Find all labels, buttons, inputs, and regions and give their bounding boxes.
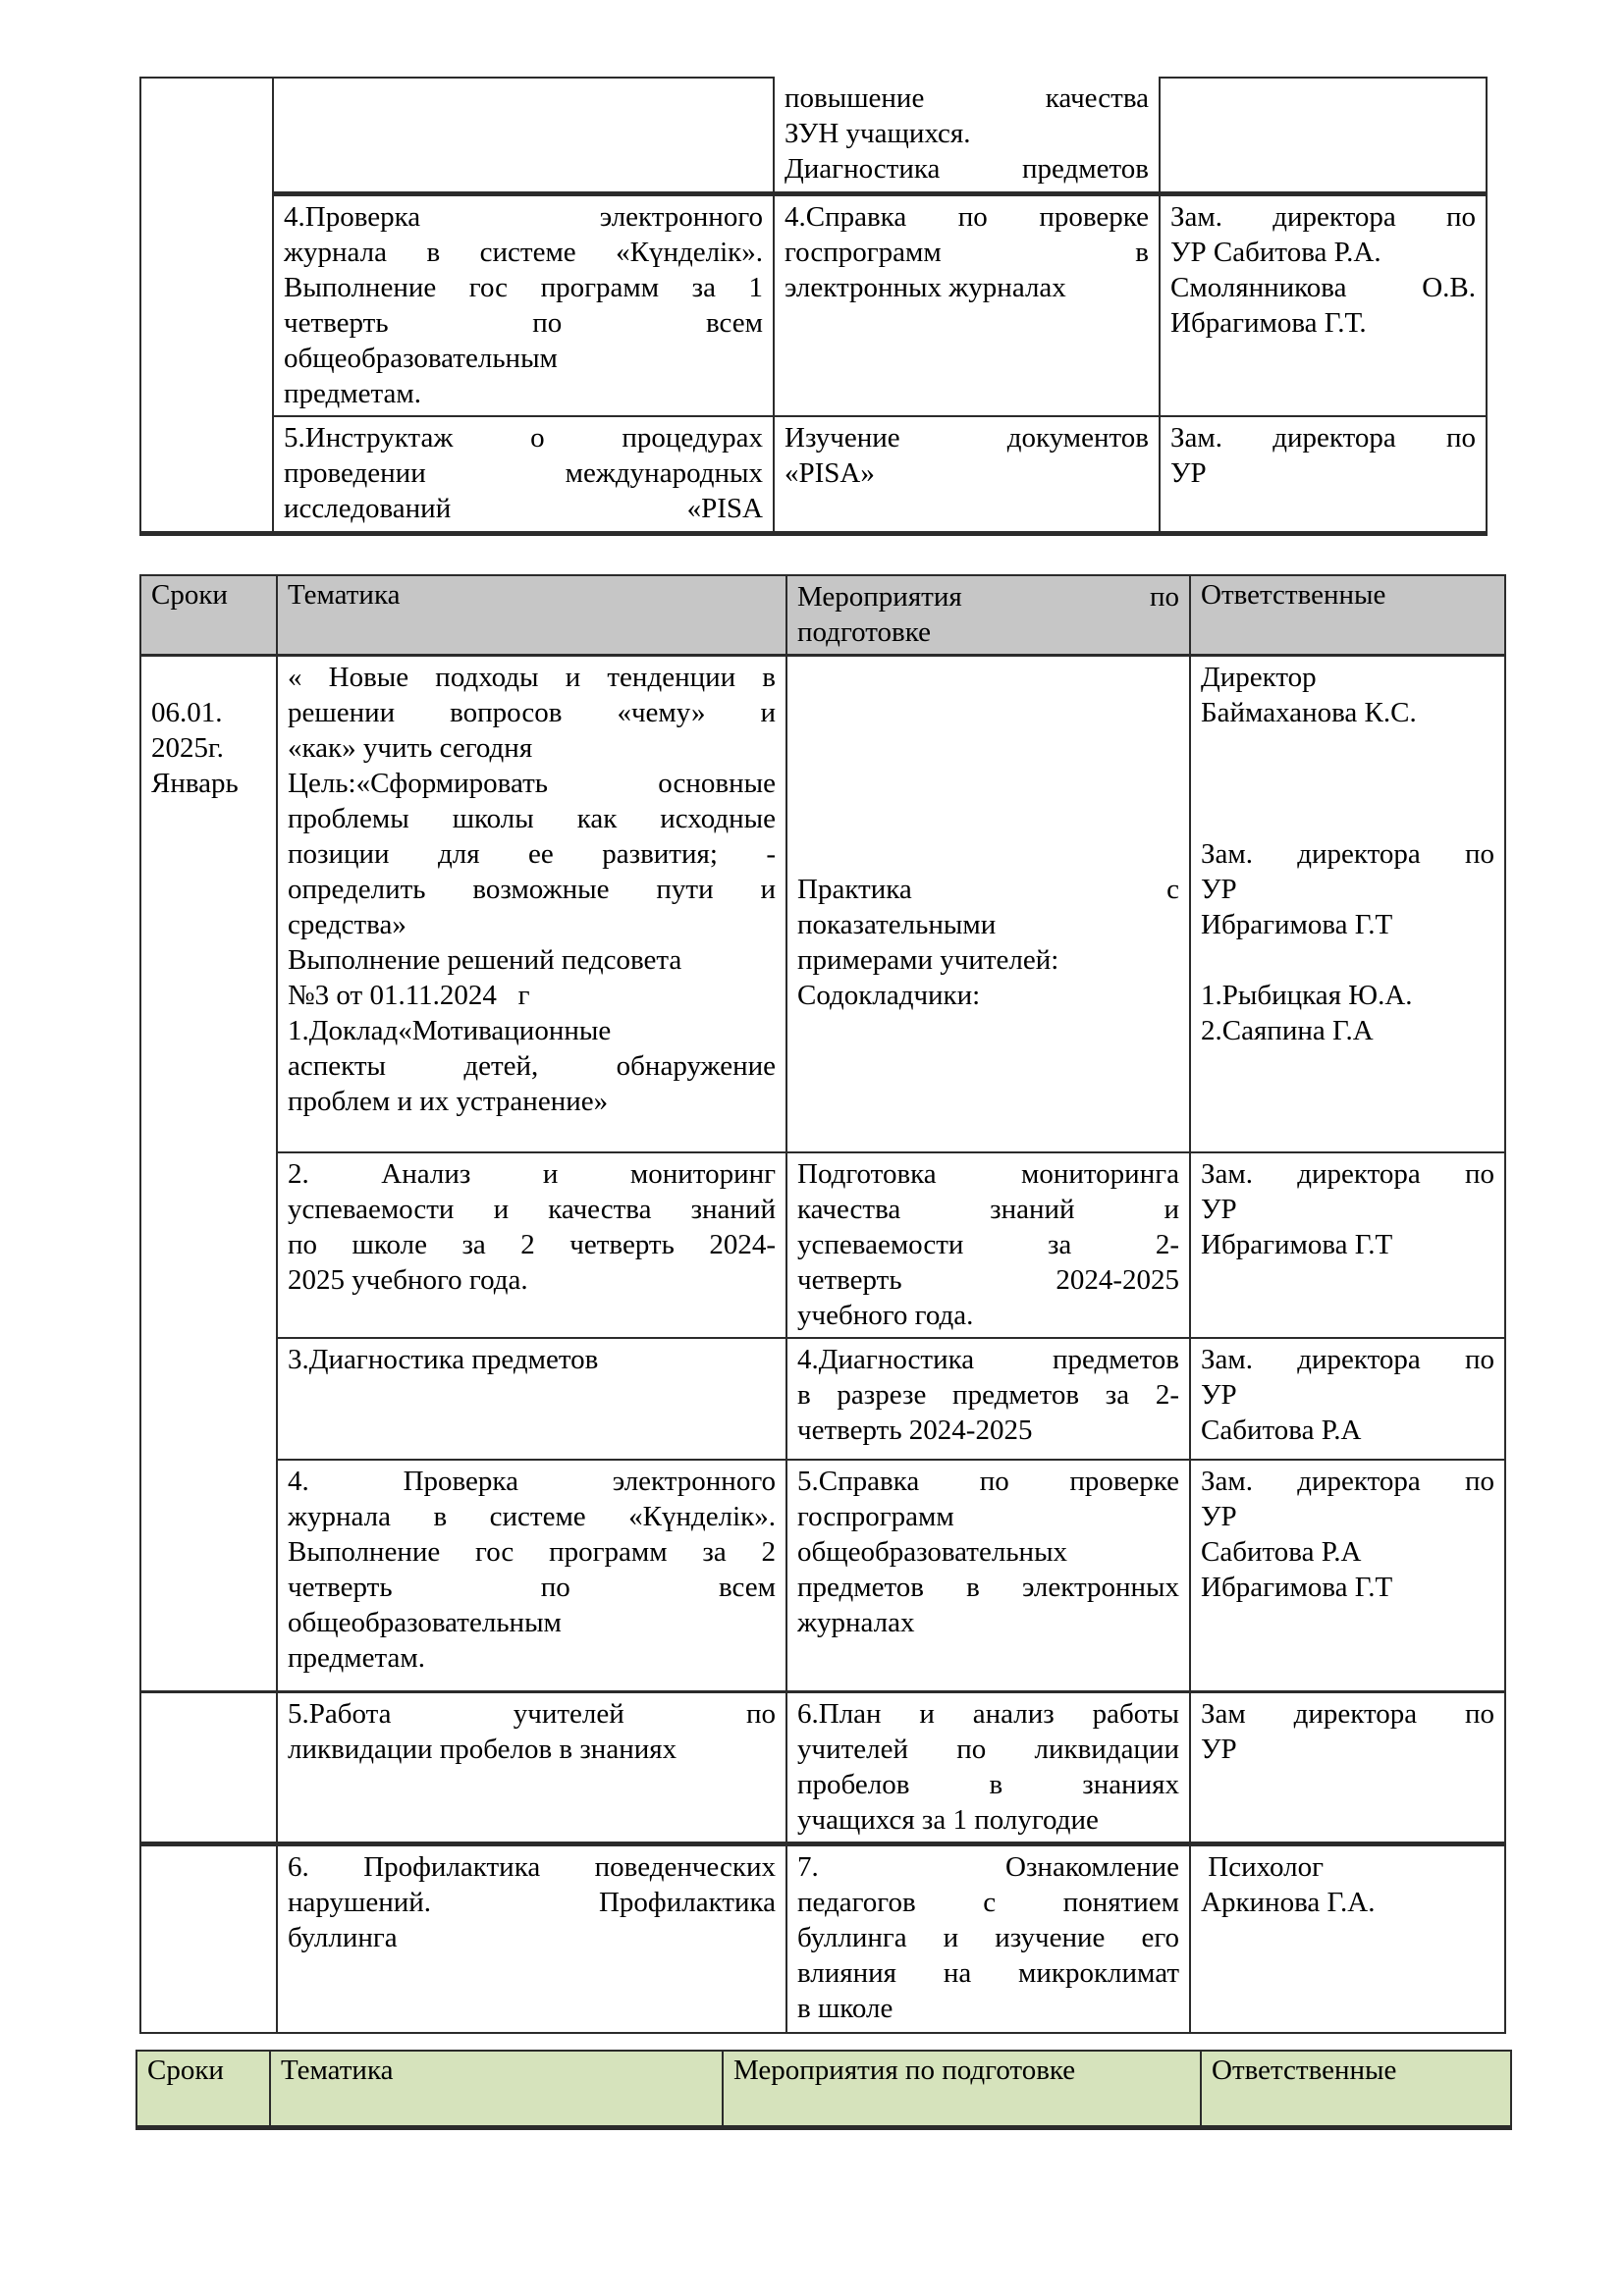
table-next-month [135,2050,1512,2130]
cell-activities: Практика с показательными примерами учителей: Содокладчики: [786,656,1190,1152]
cell-activities: 4.Справка по проверке госпрограмм в электронных журналах [774,193,1160,416]
header-responsible: Ответственные [1190,575,1505,656]
header-dates: Сроки [140,575,277,656]
cell-responsible: Зам директора по УР [1190,1692,1505,1844]
header-dates: Сроки [136,2051,270,2127]
cell-dates [140,1692,277,1844]
cell-topic: 6. Профилактика поведенческих нарушений. Профилактика буллинга [277,1844,786,2033]
header-responsible: Ответственные [1201,2051,1511,2127]
cell-topic: 2. Анализ и мониторинг успеваемости и качества знаний по школе за 2 четверть 2024- 2025 учебного года. [277,1152,786,1338]
header-activities: Мероприятия по подготовке [723,2051,1201,2127]
cell-dates: 06.01. 2025г. Январь [140,656,277,1692]
cell-topic: 5.Инструктаж о процедурах проведении международных исследований «PISA [273,416,774,534]
cell-responsible [1160,78,1487,193]
cell-responsible: Зам. директора по УР Сабитова Р.А. Смолянникова О.В. Ибрагимова Г.Т. [1160,193,1487,416]
cell-topic [273,78,774,193]
cell-responsible: Зам. директора по УР Сабитова Р.А [1190,1338,1505,1460]
cell-topic: 4. Проверка электронного журнала в системе «Күнделік». Выполнение гос программ за 2 четверть по всем общеобразовательным предметам. [277,1460,786,1692]
cell-activities: 4.Диагностика предметов в разрезе предметов за 2- четверть 2024-2025 [786,1338,1190,1460]
cell-activities: 5.Справка по проверке госпрограмм общеобразовательных предметов в электронных журналах [786,1460,1190,1692]
cell-activities: Изучение документов «PISA» [774,416,1160,534]
header-activities: Мероприятия по подготовке [786,575,1190,656]
cell-activities: повышение качества ЗУН учащихся. Диагностика предметов [774,78,1160,193]
cell-responsible: Директор Баймаханова К.С. Зам. директора по УР Ибрагимова Г.Т 1.Рыбицкая Ю.А. 2.Саяпина Г.А [1190,656,1505,1152]
table-january [139,574,1506,2034]
cell-topic: 4.Проверка электронного журнала в системе «Күнделік». Выполнение гос программ за 1 четверть по всем общеобразовательным предметам. [273,193,774,416]
cell-responsible: Зам. директора по УР Ибрагимова Г.Т [1190,1152,1505,1338]
cell-topic: « Новые подходы и тенденции в решении вопросов «чему» и «как» учить сегодня Цель:«Сформировать основные проблемы школы как исходные позиции для ее развития; - определить возможные пути и средства» Выполнение решений педсовета №3 от 01.11.2024 г 1.Доклад«Мотивационные аспекты детей, обнаружение проблем и их устранение» [277,656,786,1152]
header-topic: Тематика [277,575,786,656]
cell-responsible: Психолог Аркинова Г.А. [1190,1844,1505,2033]
cell-activities: 7. Ознакомление педагогов с понятием буллинга и изучение его влияния на микроклимат в школе [786,1844,1190,2033]
cell-dates [140,1844,277,2033]
cell-activities: 6.План и анализ работы учителей по ликвидации пробелов в знаниях учащихся за 1 полугодие [786,1692,1190,1844]
cell-dates [140,78,273,534]
cell-topic: 5.Работа учителей по ликвидации пробелов в знаниях [277,1692,786,1844]
header-topic: Тематика [270,2051,723,2127]
cell-activities: Подготовка мониторинга качества знаний и успеваемости за 2- четверть 2024-2025 учебного года. [786,1152,1190,1338]
table-continuation [139,77,1488,536]
cell-responsible: Зам. директора по УР [1160,416,1487,534]
cell-responsible: Зам. директора по УР Сабитова Р.А Ибрагимова Г.Т [1190,1460,1505,1692]
cell-topic: 3.Диагностика предметов [277,1338,786,1460]
